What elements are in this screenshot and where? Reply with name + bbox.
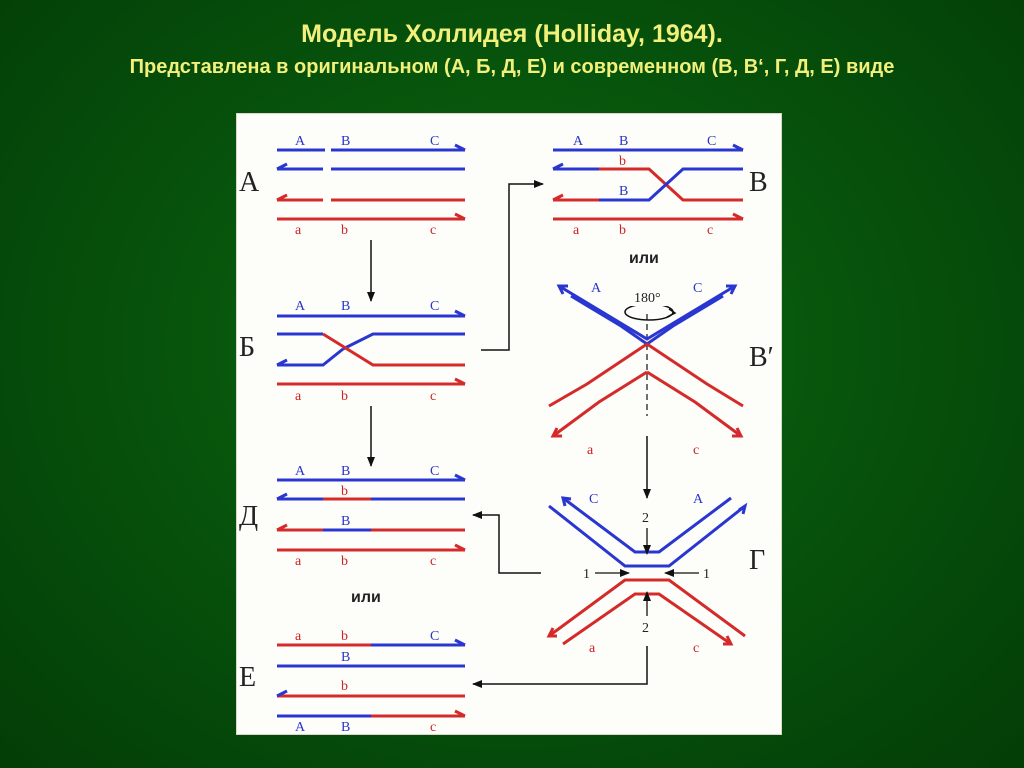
panel-label-B: Б: [239, 332, 256, 363]
allele-c: c: [430, 720, 437, 734]
marker-2-bottom: 2: [642, 621, 649, 636]
panel-V: [553, 134, 768, 238]
allele-c: c: [693, 443, 700, 458]
or-label-right: или: [629, 250, 659, 267]
allele-a: a: [587, 443, 594, 458]
marker-1-right: 1: [703, 567, 710, 582]
strand-top-2-arm: [343, 334, 465, 349]
allele-b: b: [341, 679, 348, 694]
allele-B: B: [341, 464, 351, 479]
allele-b: b: [341, 554, 348, 569]
allele-a: a: [295, 629, 302, 644]
allele-b: b: [341, 389, 348, 404]
marker-1-left: 1: [583, 567, 590, 582]
allele-c: c: [707, 223, 714, 238]
rotation-arrow-icon: [667, 309, 675, 317]
allele-b: b: [341, 484, 348, 499]
strand-bottom-inner-right: [647, 372, 741, 436]
allele-C: C: [589, 492, 599, 507]
arrow-B-to-V: [481, 184, 543, 350]
panel-label-E: Е: [239, 662, 257, 693]
allele-A: A: [591, 281, 602, 296]
rotation-angle: 180°: [634, 291, 661, 306]
allele-A: A: [573, 134, 584, 149]
strand-top-2-crossing: [277, 349, 343, 365]
allele-a: a: [295, 223, 302, 238]
panel-label-V-prime: В′: [749, 342, 774, 373]
allele-C: C: [430, 629, 440, 644]
arrow-G-to-D: [473, 515, 541, 573]
panel-label-D: Д: [239, 501, 259, 532]
allele-c: c: [430, 389, 437, 404]
slide-subtitle: Представлена в оригинальном (А, Б, Д, Е) и современном (В, В‘, Г, Д, Е) виде: [129, 56, 895, 78]
panel-B: [239, 299, 465, 404]
panel-D: [239, 464, 465, 569]
panel-label-A: А: [239, 167, 260, 198]
allele-C: C: [707, 134, 717, 149]
panel-E: [239, 629, 465, 734]
allele-c: c: [693, 641, 700, 656]
rotation-icon: [625, 304, 673, 320]
or-label-left: или: [351, 589, 381, 606]
allele-b: b: [619, 223, 626, 238]
allele-a: a: [589, 641, 596, 656]
panel-label-G: Г: [749, 545, 766, 576]
allele-a: a: [295, 389, 302, 404]
strand-cross-red-right: [647, 344, 743, 406]
allele-C: C: [430, 464, 440, 479]
panel-label-V: В: [749, 167, 768, 198]
panel-G: [549, 492, 765, 656]
allele-a: a: [295, 554, 302, 569]
allele-C: C: [430, 134, 440, 149]
allele-C: C: [693, 281, 703, 296]
allele-c: c: [430, 223, 437, 238]
holliday-diagram: [236, 113, 782, 735]
allele-b: b: [341, 629, 348, 644]
allele-B: B: [341, 720, 351, 734]
slide-title: Модель Холлидея (Holliday, 1964).: [301, 20, 723, 48]
allele-B: B: [341, 134, 351, 149]
holliday-diagram-svg: [237, 114, 781, 734]
strand-bottom-inner-left: [553, 372, 647, 436]
allele-A: A: [295, 299, 306, 314]
allele-B: B: [341, 650, 351, 665]
allele-A: A: [295, 464, 306, 479]
arrow-G-to-E: [473, 646, 647, 684]
marker-2-top: 2: [642, 511, 649, 526]
allele-B: B: [341, 299, 351, 314]
allele-b: b: [619, 154, 626, 169]
strand-cross-red-left: [549, 344, 647, 406]
allele-b: b: [341, 223, 348, 238]
panel-V-prime: [549, 281, 774, 458]
panel-A: [239, 134, 465, 238]
allele-C: C: [430, 299, 440, 314]
allele-A: A: [295, 134, 306, 149]
allele-a: a: [573, 223, 580, 238]
allele-A: A: [295, 720, 306, 734]
allele-B: B: [619, 184, 629, 199]
allele-A: A: [693, 492, 704, 507]
allele-c: c: [430, 554, 437, 569]
allele-B: B: [341, 514, 351, 529]
allele-B: B: [619, 134, 629, 149]
